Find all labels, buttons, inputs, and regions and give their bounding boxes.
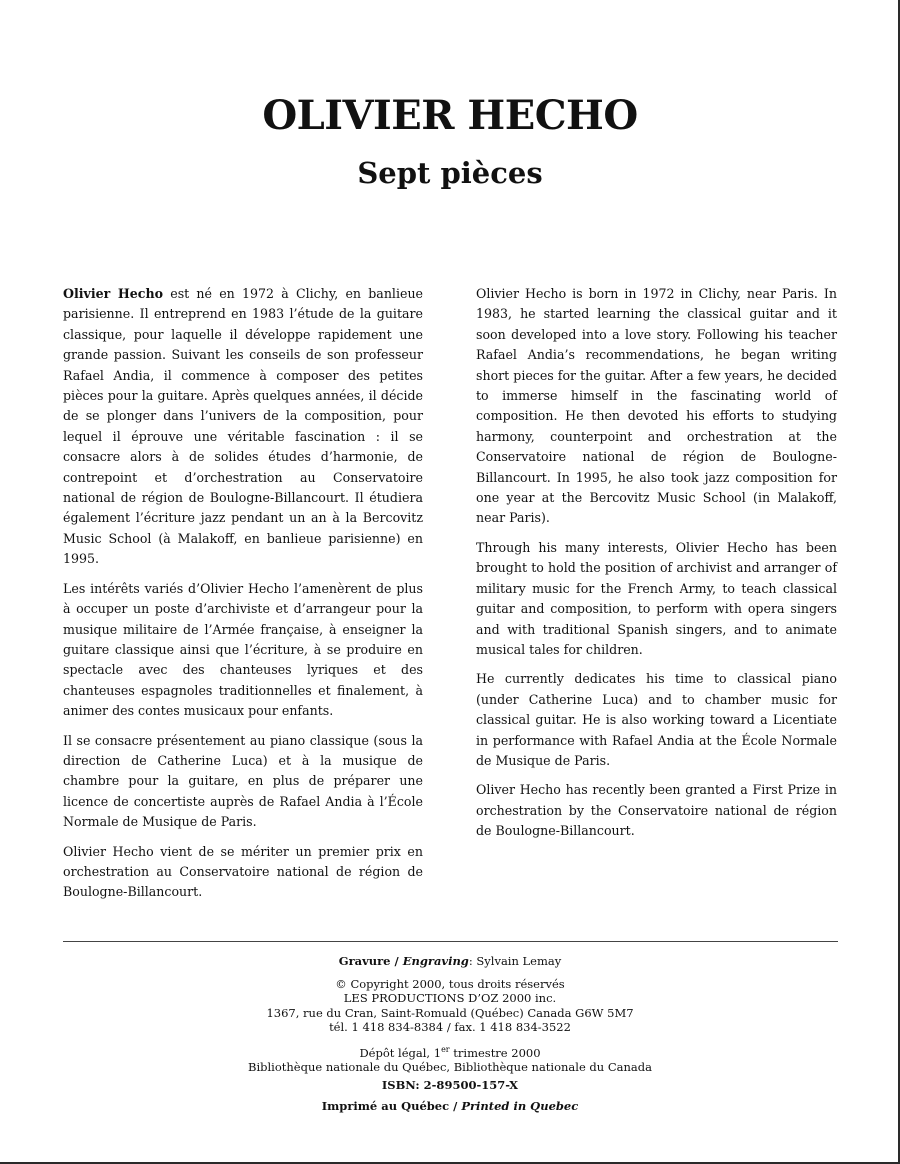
english-biography-column [476, 284, 837, 851]
engraver-name: : Sylvain Lemay [468, 954, 562, 968]
french-paragraph-3: Il se consacre présentement au piano classique (sous la direction de Catherine Luca) et à la musique de chambre pour la guitare, en plus de préparer une licence de concertiste auprès de Rafael Andia à l’École Normale de Musique de Paris. [63, 732, 423, 830]
horizontal-divider [63, 941, 838, 942]
publisher-line: LES PRODUCTIONS D’OZ 2000 inc. [343, 991, 557, 1005]
legal-deposit-quarter: trimestre 2000 [449, 1045, 541, 1060]
engraving-label-fr: Gravure / [338, 954, 403, 968]
engraving-credit [0, 954, 900, 969]
english-paragraph-1: Olivier Hecho is born in 1972 in Clichy, near Paris. In 1983, he started learning the classical guitar and it soon developed into a love story. Following his teacher Rafael Andia’s recommendations, he began writing short pieces for the guitar. After a few years, he decided to immerse himself in the fascinating world of composition. He then devoted his efforts to studying harmony, counterpoint and orchestration at the Conservatoire national de région de Boulogne-Billancourt. In 1995, he also took jazz composition for one year at the Bercovitz Music School (in Malakoff, near Paris). [476, 286, 837, 526]
address-line: 1367, rue du Cran, Saint-Romuald (Québec) Canada G6W 5M7 [266, 1005, 634, 1020]
printed-label-fr: Imprimé au Québec / [321, 1098, 462, 1113]
french-paragraph-4: Olivier Hecho vient de se mériter un premier prix en orchestration au Conservatoire national de région de Boulogne-Billancourt. [63, 843, 423, 900]
composer-name-bold: Olivier Hecho [63, 286, 164, 301]
printed-line [0, 1099, 900, 1114]
legal-deposit-line [0, 1043, 900, 1060]
engraving-label-en: Engraving [402, 954, 469, 968]
french-biography-column [63, 284, 423, 912]
copyright-line: © Copyright 2000, tous droits réservés [335, 976, 565, 991]
english-paragraph-2: Through his many interests, Olivier Hecho has been brought to hold the position of archivist and arranger of military music for the French Army, to teach classical guitar and composition, to perform with opera singers and with traditional Spanish singers, and to animate musical tales for children. [476, 539, 837, 657]
libraries-line: Bibliothèque nationale du Québec, Bibliothèque nationale du Canada [248, 1059, 652, 1074]
isbn-line: ISBN: 2-89500-157-X [381, 1078, 519, 1093]
english-paragraph-3: He currently dedicates his time to classical piano (under Catherine Luca) and to chamber music for classical guitar. He is also working toward a Licentiate in performance with Rafael Andia at the École Normale de Musique de Paris. [476, 671, 837, 768]
french-paragraph-2: Les intérêts variés d’Olivier Hecho l’amenèrent de plus à occuper un poste d’archiviste et d’arrangeur pour la musique militaire de l’Armée française, à enseigner la guitare classique ainsi que l’écriture, à se produire en spectacle avec des chanteuses lyriques et des chanteuses espagnoles traditionnelles et finalement, à animer des contes musicaux pour enfants. [63, 580, 423, 719]
work-subtitle: Sept pièces [357, 156, 543, 190]
legal-deposit-text: Dépôt légal, 1 [359, 1045, 442, 1060]
phone-line: tél. 1 418 834-8384 / fax. 1 418 834-3522 [329, 1020, 571, 1034]
english-paragraph-4: Oliver Hecho has recently been granted a First Prize in orchestration by the Conservatoire national de région de Boulogne-Billancourt. [476, 782, 837, 839]
colophon [0, 954, 900, 1113]
french-paragraph-1-text: est né en 1972 à Clichy, en banlieue parisienne. Il entreprend en 1983 l’étude de la guitare classique, pour laquelle il développe rapidement une grande passion. Suivant les conseils de son professeur Rafael Andia, il commence à composer des petites pièces pour la guitare. Après quelques années, il décide de se plonger dans l’univers de la composition, pour lequel il éprouve une véritable fascination : il se consacre alors à de solides études d’harmonie, de contrepoint et d’orchestration au Conservatoire national de région de Boulogne-Billancourt. Il étudiera également l’écriture jazz pendant un an à la Bercovitz Music School (à Malakoff, en banlieue parisienne) en 1995. [63, 286, 424, 567]
french-paragraph-1 [63, 284, 423, 570]
legal-deposit-superscript: er [441, 1044, 450, 1054]
composer-title: OLIVIER HECHO [262, 92, 638, 139]
printed-label-en: Printed in Quebec [461, 1098, 579, 1113]
